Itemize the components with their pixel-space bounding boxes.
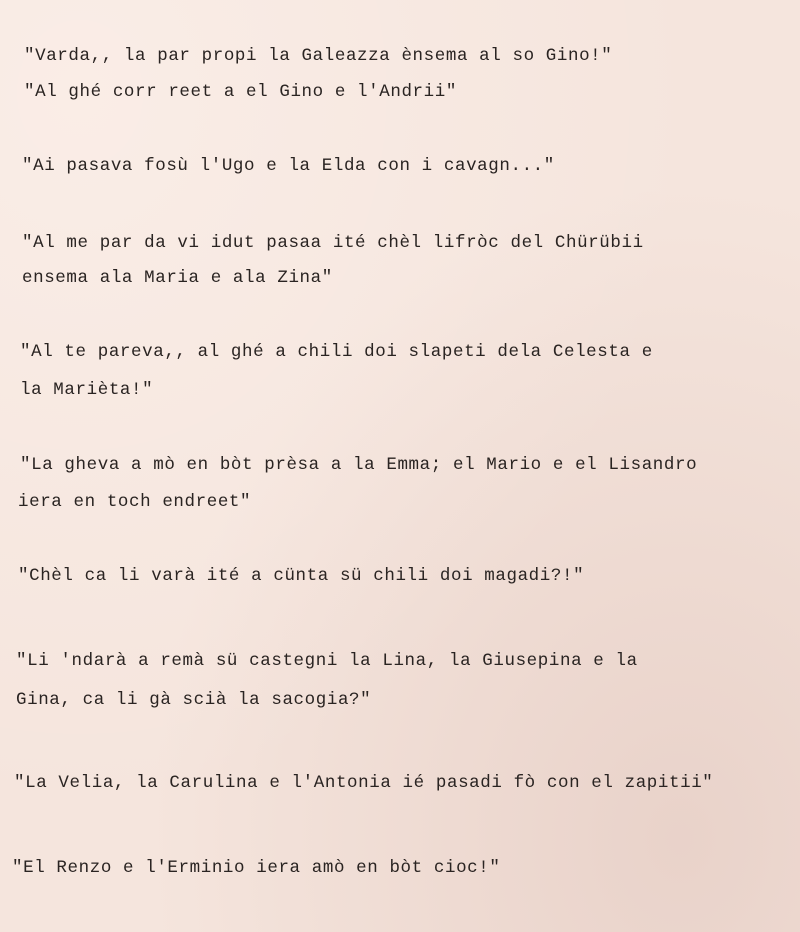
text-line: "Al ghé corr reet a el Gino e l'Andrii"	[24, 82, 457, 102]
text-line: Gina, ca li gà scià la sacogia?"	[16, 690, 372, 710]
text-line: "La gheva a mò en bòt prèsa a la Emma; el Mario e el Lisandro	[20, 455, 698, 475]
text-line: "Al te pareva,, al ghé a chili doi slapeti dela Celesta e	[20, 342, 653, 362]
text-line: "Al me par da vi idut pasaa ité chèl lifròc del Chürübii	[22, 233, 644, 253]
text-line: "Li 'ndarà a remà sü castegni la Lina, la Giusepina e la	[16, 651, 638, 671]
text-line: "Ai pasava fosù l'Ugo e la Elda con i cavagn..."	[22, 156, 555, 176]
text-line: "Varda,, la par propi la Galeazza ènsema al so Gino!"	[24, 46, 613, 66]
text-line: "Chèl ca li varà ité a cünta sü chili doi magadi?!"	[18, 566, 585, 586]
text-line: la Marièta!"	[20, 380, 154, 400]
text-line: ensema ala Maria e ala Zina"	[22, 268, 333, 288]
text-line: "La Velia, la Carulina e l'Antonia ié pasadi fò con el zapitii"	[14, 773, 714, 793]
text-line: "El Renzo e l'Erminio iera amò en bòt cioc!"	[12, 858, 501, 878]
text-line: iera en toch endreet"	[18, 492, 252, 512]
